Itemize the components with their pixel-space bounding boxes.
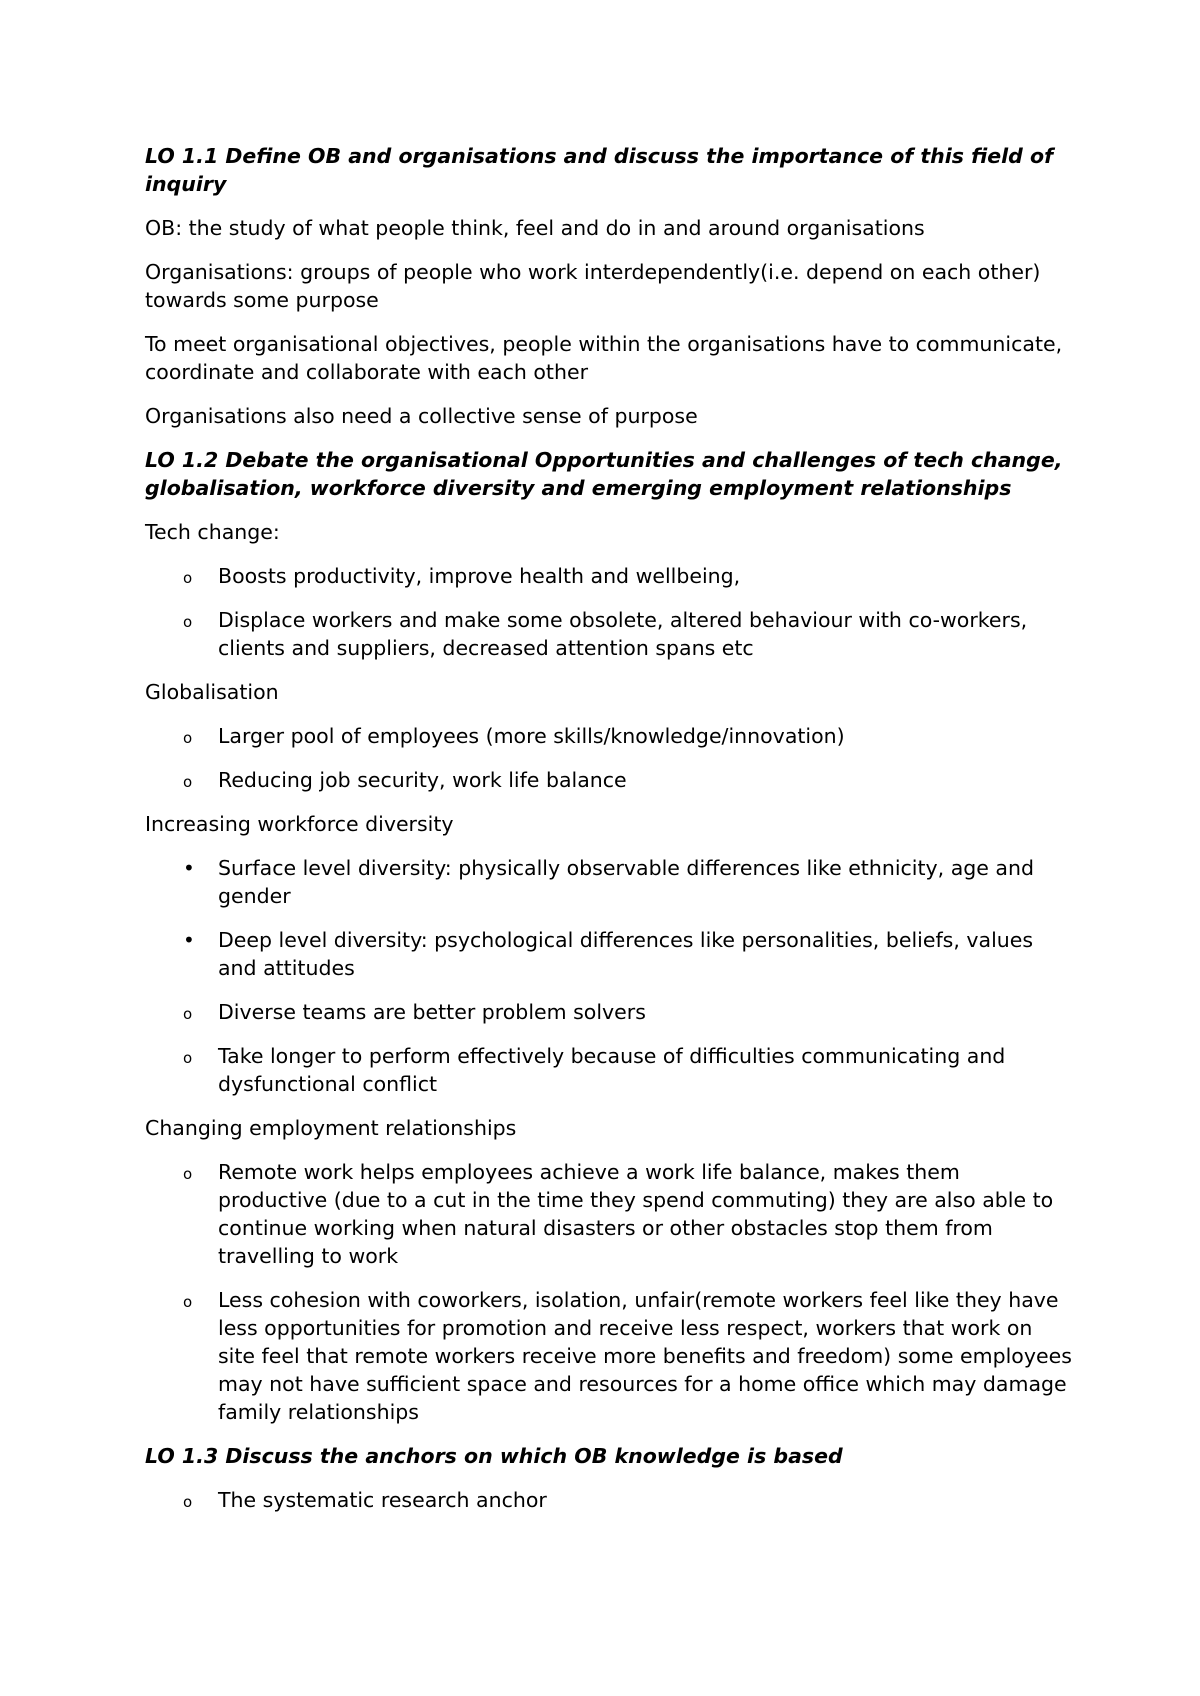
bullet-list <box>145 562 1075 662</box>
list-item <box>145 606 1075 662</box>
list-item <box>145 1042 1075 1098</box>
list-item-text: Boosts productivity, improve health and wellbeing, <box>218 564 741 588</box>
document-page <box>145 142 1075 1530</box>
circle-bullet-icon: o <box>183 1493 193 1511</box>
circle-bullet-icon: o <box>183 1005 193 1023</box>
list-item <box>145 1486 1075 1514</box>
list-item-text: The systematic research anchor <box>218 1488 547 1512</box>
list-item-text: Take longer to perform effectively because of difficulties communicating and dysfunctional conflict <box>218 1044 1006 1096</box>
list-item <box>145 854 1075 910</box>
paragraph: Tech change: <box>145 520 280 544</box>
bullet-icon: • <box>183 856 195 880</box>
bullet-icon: • <box>183 928 195 952</box>
list-item-text: Less cohesion with coworkers, isolation, unfair(remote workers feel like they have less opportunities for promotion and receive less respect, workers that work on site feel that remote workers receive more benefits and freedom) some employees may not have sufficient space and resources for a home office which may damage family relationships <box>218 1288 1072 1424</box>
list-item-text: Displace workers and make some obsolete, altered behaviour with co-workers, clients and suppliers, decreased attention spans etc <box>218 608 1028 660</box>
circle-bullet-icon: o <box>183 613 193 631</box>
list-item <box>145 1286 1075 1426</box>
list-item <box>145 998 1075 1026</box>
bullet-list <box>145 1486 1075 1514</box>
paragraph: Organisations also need a collective sense of purpose <box>145 404 698 428</box>
circle-bullet-icon: o <box>183 1293 193 1311</box>
paragraph: Increasing workforce diversity <box>145 812 454 836</box>
list-item <box>145 722 1075 750</box>
paragraph: Changing employment relationships <box>145 1116 517 1140</box>
list-item-text: Larger pool of employees (more skills/knowledge/innovation) <box>218 724 845 748</box>
list-item <box>145 1158 1075 1270</box>
list-item-text: Deep level diversity: psychological differences like personalities, beliefs, values and attitudes <box>218 928 1034 980</box>
bullet-list <box>145 1158 1075 1426</box>
section-heading: LO 1.2 Debate the organisational Opportunities and challenges of tech change, globalisation, workforce diversity and emerging employment relationships <box>145 448 1063 500</box>
section-heading: LO 1.3 Discuss the anchors on which OB knowledge is based <box>145 1444 843 1468</box>
list-item-text: Surface level diversity: physically observable differences like ethnicity, age and gender <box>218 856 1034 908</box>
bullet-list <box>145 854 1075 1098</box>
list-item <box>145 766 1075 794</box>
circle-bullet-icon: o <box>183 1049 193 1067</box>
circle-bullet-icon: o <box>183 1165 193 1183</box>
bullet-list <box>145 722 1075 794</box>
list-item <box>145 926 1075 982</box>
paragraph: OB: the study of what people think, feel and do in and around organisations <box>145 216 925 240</box>
list-item <box>145 562 1075 590</box>
circle-bullet-icon: o <box>183 773 193 791</box>
circle-bullet-icon: o <box>183 569 193 587</box>
section-heading: LO 1.1 Define OB and organisations and discuss the importance of this field of inquiry <box>145 144 1053 196</box>
paragraph: Globalisation <box>145 680 279 704</box>
list-item-text: Reducing job security, work life balance <box>218 768 627 792</box>
list-item-text: Remote work helps employees achieve a work life balance, makes them productive (due to a cut in the time they spend commuting) they are also able to continue working when natural disasters or other obstacles stop them from travelling to work <box>218 1160 1054 1268</box>
circle-bullet-icon: o <box>183 729 193 747</box>
paragraph: To meet organisational objectives, people within the organisations have to communicate, coordinate and collaborate with each other <box>145 332 1063 384</box>
list-item-text: Diverse teams are better problem solvers <box>218 1000 646 1024</box>
paragraph: Organisations: groups of people who work interdependently(i.e. depend on each other) towards some purpose <box>145 260 1041 312</box>
